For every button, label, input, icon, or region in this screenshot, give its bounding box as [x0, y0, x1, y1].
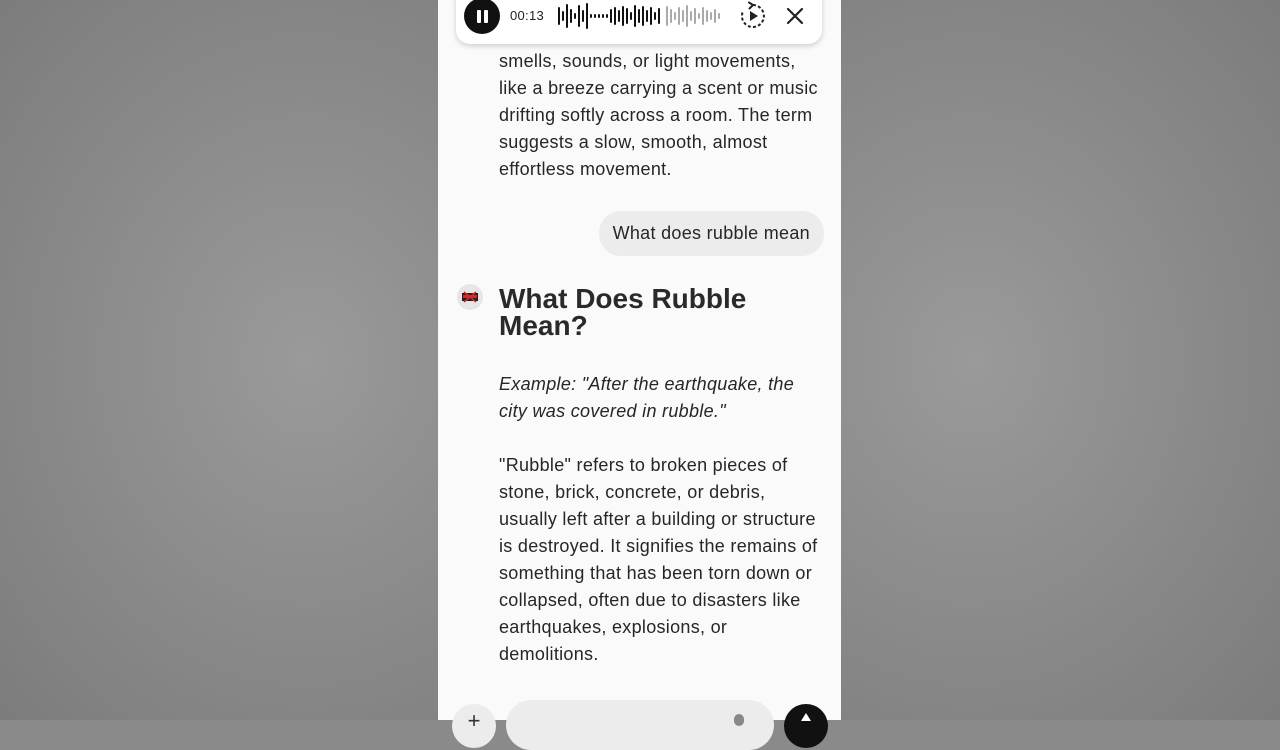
send-button[interactable] — [784, 704, 828, 748]
plus-icon: + — [467, 708, 481, 733]
example-sentence: Example: "After the earthquake, the city was covered in rubble." — [499, 374, 795, 421]
close-icon[interactable] — [785, 6, 805, 26]
add-attachment-button[interactable] — [452, 704, 496, 748]
message-input[interactable] — [506, 700, 774, 750]
phone-screen — [438, 0, 841, 733]
waveform[interactable] — [556, 2, 724, 30]
replay-icon[interactable] — [739, 2, 767, 30]
user-message-bubble: What does rubble mean — [599, 211, 824, 256]
mic-icon[interactable] — [734, 714, 744, 726]
answer-heading: What Does Rubble Mean? — [499, 283, 747, 341]
pause-icon-bar — [484, 10, 488, 23]
previous-answer-text: smells, sounds, or light movements, like a breeze carrying a scent or music drifting softly across a room. The term suggests a slow, smooth, almost effortless movement. — [499, 51, 818, 179]
definition-text: "Rubble" refers to broken pieces of stone, brick, concrete, or debris, usually left after a building or structure is destroyed. It signifies the remains of something that has been torn down or collapsed, often due to disasters like earthquakes, explosions, or demolitions. — [499, 455, 818, 664]
blurred-background-right — [841, 0, 1280, 720]
assistant-avatar — [457, 284, 483, 310]
pause-button[interactable] — [464, 0, 500, 34]
elapsed-time: 00:13 — [510, 8, 545, 23]
voice-playback-bar — [456, 0, 822, 44]
blurred-background-left — [0, 0, 438, 720]
assistant-logo-icon — [457, 284, 483, 310]
send-arrow-icon — [801, 713, 811, 721]
pause-icon — [477, 10, 481, 23]
